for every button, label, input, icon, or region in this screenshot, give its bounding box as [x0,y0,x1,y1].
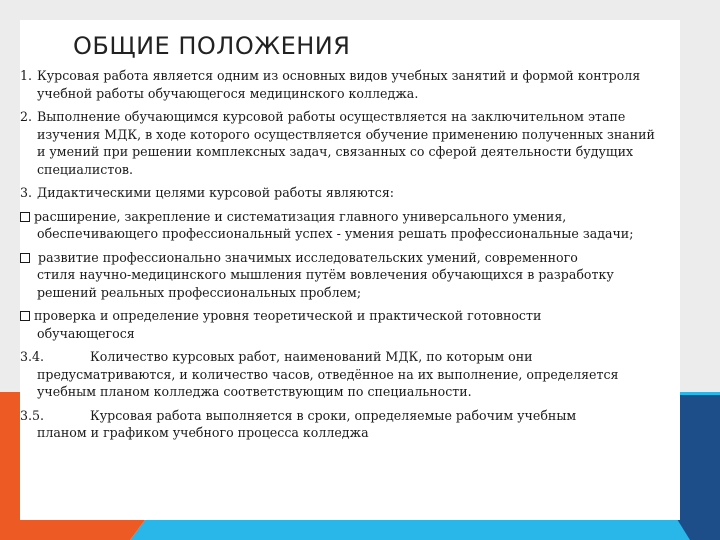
list-item-continuation: обеспечивающего профессиональный успех - умения решать профессиональные задачи; [37,226,634,241]
section-number: 3.4. [20,349,45,364]
list-item-continuation: обучающегося [37,325,135,341]
section-text: Курсовая работа выполняется в сроки, определяемые рабочим учебным [90,407,577,423]
section-continuation: предусматриваются, и количество часов, отведённое на их выполнение, определяется учебным планом колледжа соответствующим по специальности. [37,366,619,399]
checkbox-icon [20,253,30,263]
paragraph-2 [20,108,660,178]
paragraph-text: Дидактическими целями курсовой работы являются: [37,185,395,200]
checkbox-icon [20,311,30,321]
list-item [20,249,660,302]
page-title: ОБЩИЕ ПОЛОЖЕНИЯ [73,32,351,60]
list-item-text: расширение, закрепление и систематизация главного универсального умения, [34,208,567,224]
paragraph-3 [20,184,660,202]
section-continuation: планом и графиком учебного процесса колледжа [37,425,369,440]
paragraph-number: 1. [20,68,33,83]
paragraph-text: Выполнение обучающимся курсовой работы осуществляется на заключительном этапе изучения МДК, в ходе которого осуществляется обучение применению полученных знаний и умений при решении комплексных задач, связанных со сферой деятельности будущих специалистов. [37,109,655,177]
list-item-continuation: стиля научно-медицинского мышления путём вовлечения обучающихся в разработку решений реальных профессиональных проблем; [37,267,614,300]
paragraph-1 [20,67,660,102]
section-number: 3.5. [20,407,45,423]
content-body [20,67,660,448]
section-3-5 [20,407,660,442]
paragraph-number: 3. [20,185,33,200]
list-item [20,307,660,342]
section-text: Количество курсовых работ, наименований МДК, по которым они [90,349,533,364]
list-item-text: проверка и определение уровня теоретической и практической готовности [34,308,542,323]
section-3-4 [20,348,660,401]
list-item [20,208,660,243]
paragraph-text: Курсовая работа является одним из основных видов учебных занятий и формой контроля учебной работы обучающегося медицинского колледжа. [37,68,641,101]
list-item-text: развитие профессионально значимых исследовательских умений, современного [34,249,578,265]
checkbox-icon [20,212,30,222]
paragraph-number: 2. [20,109,33,124]
